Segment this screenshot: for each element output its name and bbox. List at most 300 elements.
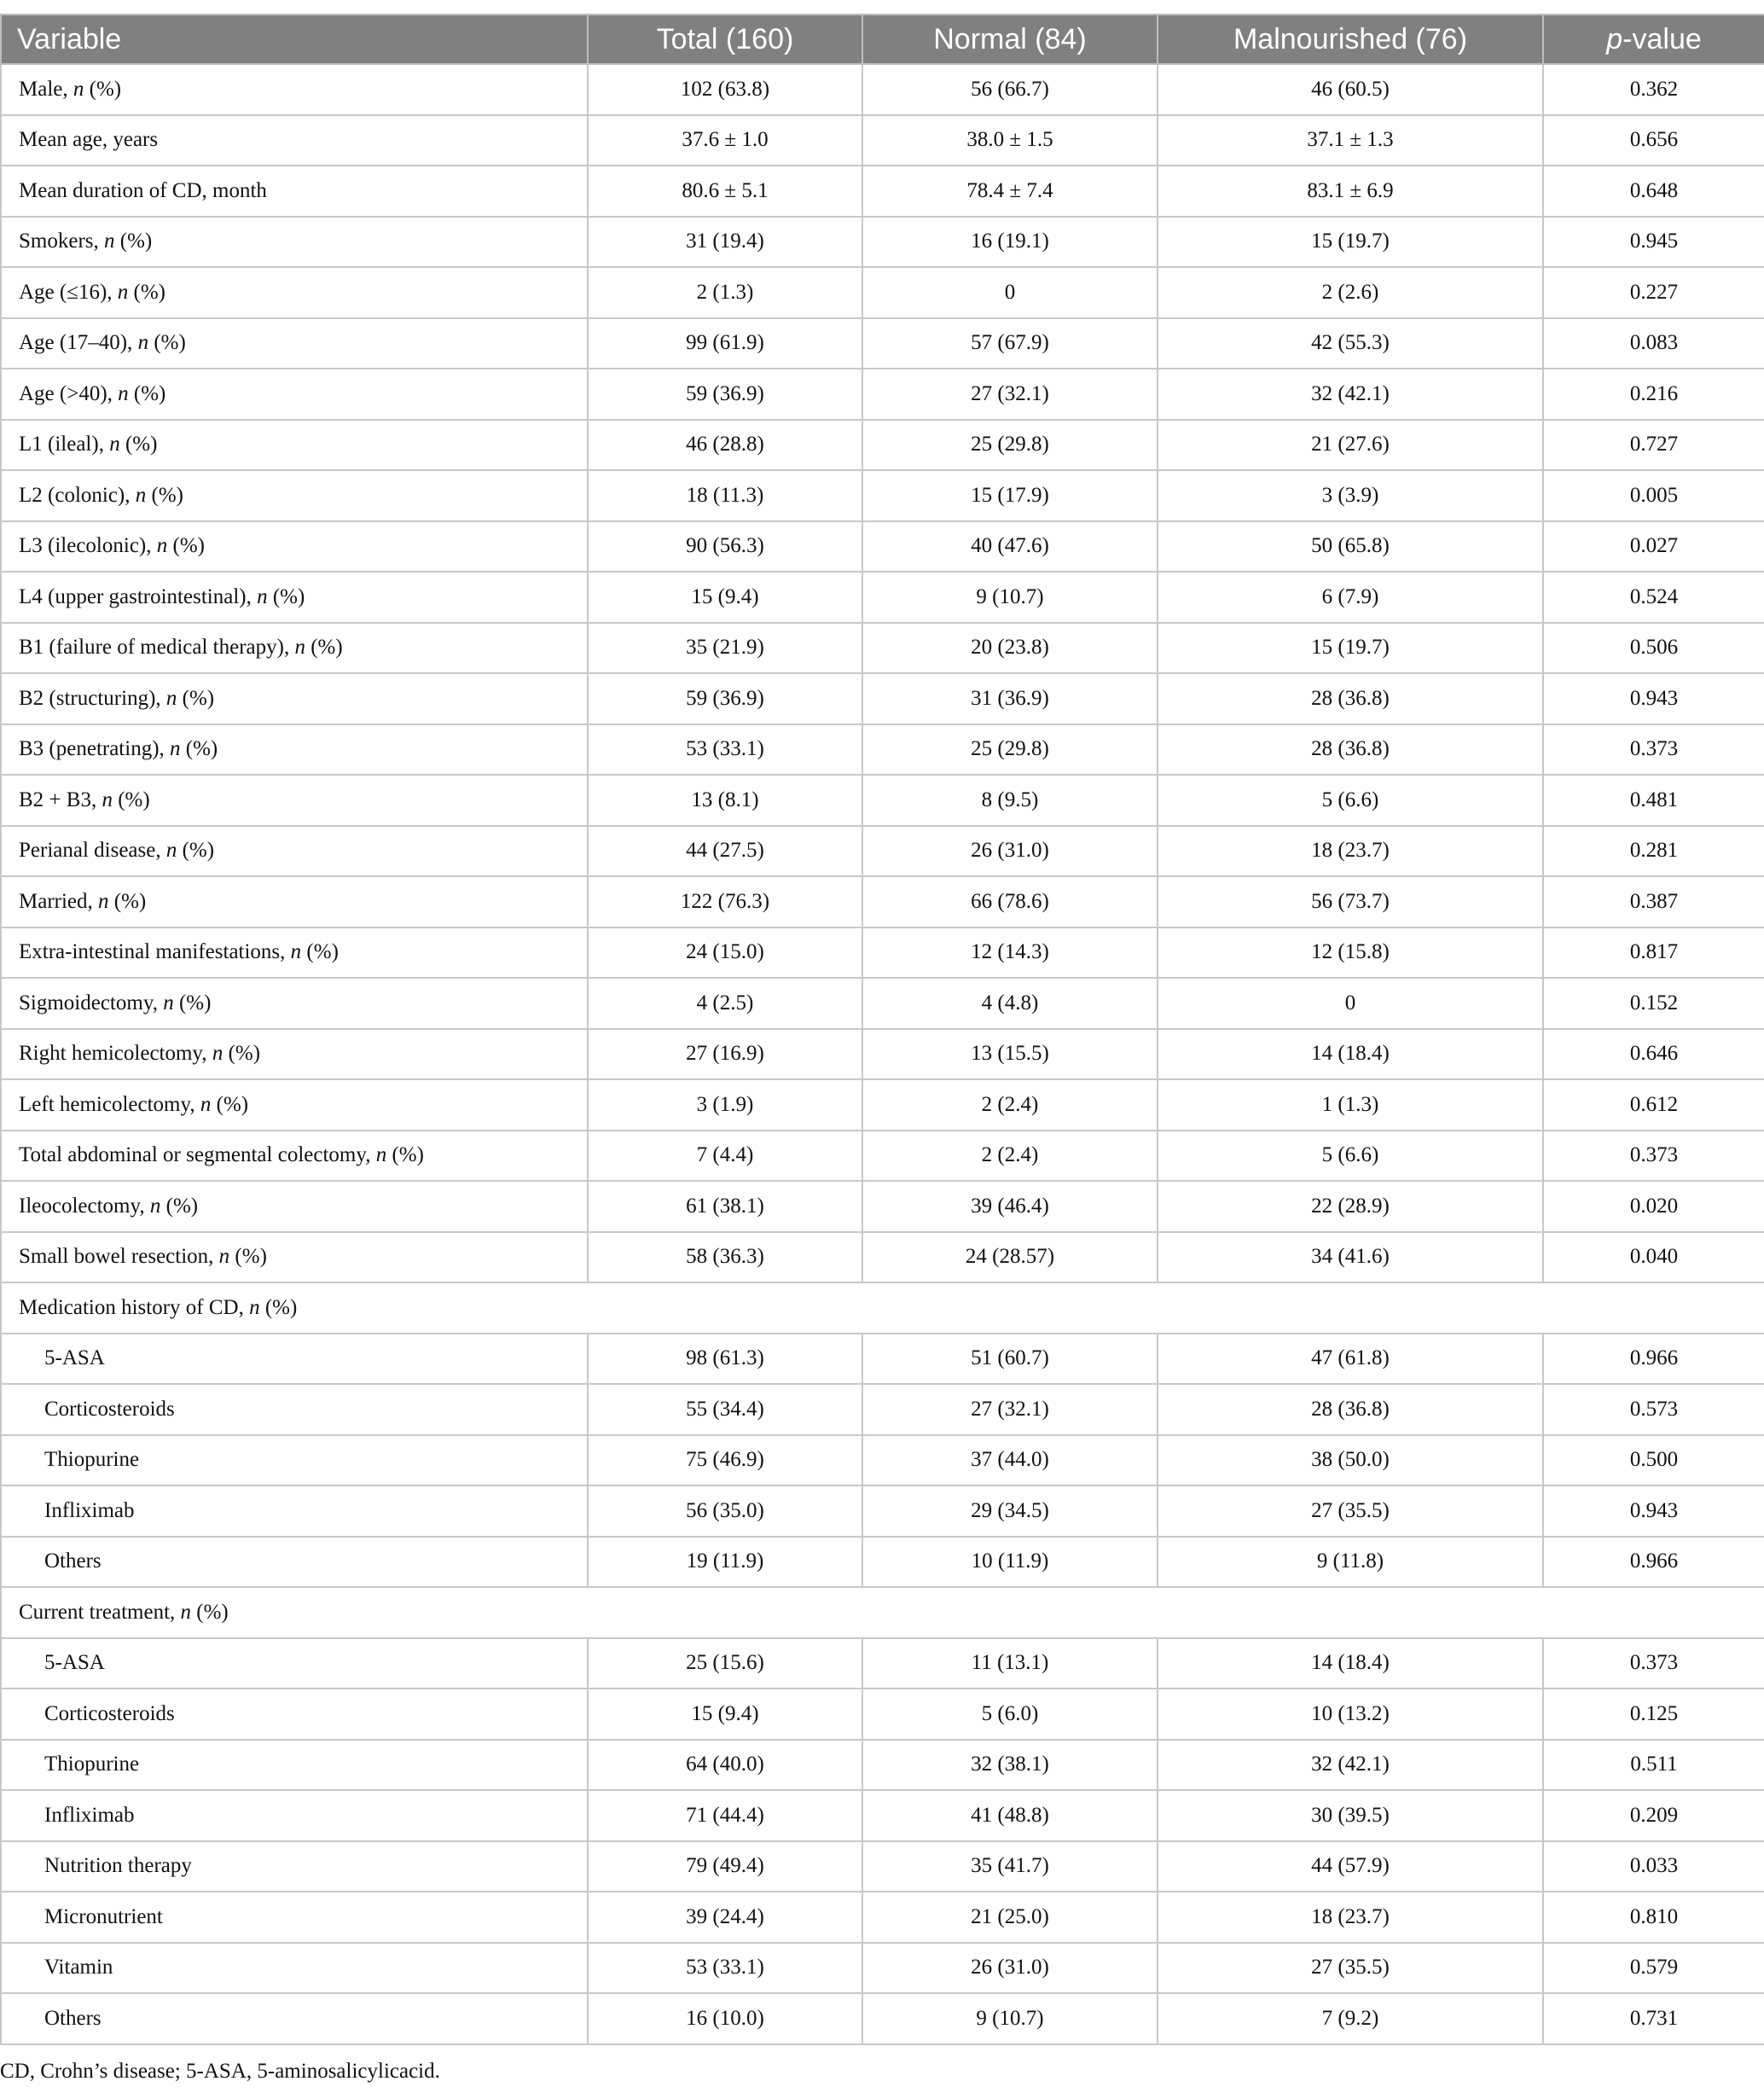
table-row <box>1 876 1764 927</box>
variable-label-suffix: (%) <box>128 280 166 304</box>
p-value-cell: 0.506 <box>1543 623 1764 674</box>
table-row <box>1 166 1764 217</box>
variable-label: Age (≤16), <box>19 280 118 304</box>
variable-cell <box>1 876 588 927</box>
total-cell: 37.6 ± 1.0 <box>588 115 862 166</box>
variable-label: L1 (ileal), <box>19 433 110 456</box>
header-malnourished: Malnourished (76) <box>1158 15 1543 64</box>
variable-label: Corticosteroids <box>44 1397 175 1421</box>
variable-cell <box>1 1841 588 1892</box>
malnourished-cell: 3 (3.9) <box>1158 470 1543 521</box>
variable-cell <box>1 1079 588 1131</box>
p-value-cell: 0.511 <box>1543 1740 1764 1791</box>
section-label <box>1 1587 1764 1638</box>
total-cell: 3 (1.9) <box>588 1079 862 1131</box>
p-value-cell: 0.125 <box>1543 1689 1764 1740</box>
total-cell: 64 (40.0) <box>588 1740 862 1791</box>
total-cell: 35 (21.9) <box>588 623 862 674</box>
total-cell: 55 (34.4) <box>588 1384 862 1435</box>
malnourished-cell: 15 (19.7) <box>1158 217 1543 268</box>
variable-label-suffix: (%) <box>114 230 153 253</box>
total-cell: 25 (15.6) <box>588 1638 862 1689</box>
header-variable: Variable <box>1 15 588 64</box>
variable-cell <box>1 572 588 623</box>
variable-cell <box>1 1131 588 1182</box>
total-cell: 79 (49.4) <box>588 1841 862 1892</box>
variable-cell <box>1 420 588 471</box>
normal-cell: 40 (47.6) <box>862 521 1158 573</box>
variable-label: Right hemicolectomy, <box>19 1042 212 1066</box>
variable-label: Total abdominal or segmental colectomy, <box>19 1143 376 1167</box>
variable-n-italic: n <box>170 737 181 761</box>
p-value-cell: 0.362 <box>1543 64 1764 115</box>
variable-n-italic: n <box>98 889 109 913</box>
variable-label: L4 (upper gastrointestinal), <box>19 584 258 608</box>
variable-label: Vitamin <box>44 1956 113 1979</box>
table-header-row <box>1 15 1764 64</box>
variable-label: Medication history of CD, <box>19 1295 250 1319</box>
variable-n-italic: n <box>290 940 302 964</box>
normal-cell: 15 (17.9) <box>862 470 1158 521</box>
variable-n-italic: n <box>104 230 115 253</box>
normal-cell: 27 (32.1) <box>862 1384 1158 1435</box>
table-row <box>1 673 1764 724</box>
normal-cell: 16 (19.1) <box>862 217 1158 268</box>
p-value-cell: 0.387 <box>1543 876 1764 927</box>
variable-n-italic: n <box>294 636 305 660</box>
table-row <box>1 775 1764 826</box>
variable-cell <box>1 1334 588 1385</box>
table-row <box>1 267 1764 318</box>
variable-label: Thiopurine <box>44 1753 140 1776</box>
variable-label-suffix: (%) <box>160 1194 199 1218</box>
variable-n-italic: n <box>165 686 177 710</box>
variable-cell <box>1 1537 588 1588</box>
variable-cell <box>1 673 588 724</box>
variable-n-italic: n <box>135 483 147 507</box>
variable-n-italic: n <box>218 1245 230 1269</box>
section-row <box>1 1587 1764 1638</box>
variable-n-italic: n <box>257 584 268 608</box>
total-cell: 44 (27.5) <box>588 826 862 877</box>
table-row <box>1 1689 1764 1740</box>
variable-label-suffix: (%) <box>211 1092 249 1116</box>
normal-cell: 0 <box>862 267 1158 318</box>
variable-label-suffix: (%) <box>128 381 166 405</box>
normal-cell: 4 (4.8) <box>862 978 1158 1029</box>
variable-label: Perianal disease, <box>19 839 166 863</box>
p-value-cell: 0.083 <box>1543 318 1764 369</box>
malnourished-cell: 0 <box>1158 978 1543 1029</box>
total-cell: 7 (4.4) <box>588 1131 862 1182</box>
normal-cell: 12 (14.3) <box>862 927 1158 979</box>
header-p-rest: -value <box>1622 22 1702 55</box>
variable-n-italic: n <box>249 1295 260 1319</box>
normal-cell: 39 (46.4) <box>862 1181 1158 1232</box>
table-row <box>1 1892 1764 1943</box>
total-cell: 46 (28.8) <box>588 420 862 471</box>
malnourished-cell: 12 (15.8) <box>1158 927 1543 979</box>
malnourished-cell: 21 (27.6) <box>1158 420 1543 471</box>
variable-cell <box>1 318 588 369</box>
variable-label: Male, <box>19 77 73 101</box>
table-row <box>1 1993 1764 2044</box>
variable-cell <box>1 115 588 166</box>
normal-cell: 56 (66.7) <box>862 64 1158 115</box>
normal-cell: 11 (13.1) <box>862 1638 1158 1689</box>
total-cell: 80.6 ± 5.1 <box>588 166 862 217</box>
table-row <box>1 572 1764 623</box>
malnourished-cell: 6 (7.9) <box>1158 572 1543 623</box>
malnourished-cell: 15 (19.7) <box>1158 623 1543 674</box>
variable-label: Infliximab <box>44 1803 135 1827</box>
variable-label: L2 (colonic), <box>19 483 136 507</box>
normal-cell: 25 (29.8) <box>862 420 1158 471</box>
variable-cell <box>1 1790 588 1841</box>
variable-cell <box>1 724 588 776</box>
table-row <box>1 1943 1764 1994</box>
normal-cell: 8 (9.5) <box>862 775 1158 826</box>
variable-cell <box>1 1740 588 1791</box>
variable-label-suffix: (%) <box>177 686 215 710</box>
normal-cell: 31 (36.9) <box>862 673 1158 724</box>
total-cell: 90 (56.3) <box>588 521 862 573</box>
total-cell: 99 (61.9) <box>588 318 862 369</box>
variable-label-suffix: (%) <box>146 483 183 507</box>
variable-label: Married, <box>19 889 99 913</box>
malnourished-cell: 18 (23.7) <box>1158 1892 1543 1943</box>
variable-n-italic: n <box>212 1042 223 1066</box>
variable-n-italic: n <box>149 1194 161 1218</box>
normal-cell: 26 (31.0) <box>862 1943 1158 1994</box>
header-p-value <box>1543 15 1764 64</box>
malnourished-cell: 37.1 ± 1.3 <box>1158 115 1543 166</box>
total-cell: 71 (44.4) <box>588 1790 862 1841</box>
p-value-cell: 0.612 <box>1543 1079 1764 1131</box>
total-cell: 24 (15.0) <box>588 927 862 979</box>
variable-cell <box>1 1892 588 1943</box>
table-row <box>1 826 1764 877</box>
variable-cell <box>1 369 588 420</box>
malnourished-cell: 47 (61.8) <box>1158 1334 1543 1385</box>
p-value-cell: 0.524 <box>1543 572 1764 623</box>
p-value-cell: 0.152 <box>1543 978 1764 1029</box>
total-cell: 13 (8.1) <box>588 775 862 826</box>
normal-cell: 66 (78.6) <box>862 876 1158 927</box>
total-cell: 15 (9.4) <box>588 1689 862 1740</box>
variable-label: B2 + B3, <box>19 788 102 811</box>
normal-cell: 21 (25.0) <box>862 1892 1158 1943</box>
variable-label: 5-ASA <box>44 1651 105 1675</box>
variable-cell <box>1 1993 588 2044</box>
p-value-cell: 0.656 <box>1543 115 1764 166</box>
variable-n-italic: n <box>137 331 149 355</box>
variable-cell <box>1 1029 588 1080</box>
variable-label: Ileocolectomy, <box>19 1194 150 1218</box>
normal-cell: 13 (15.5) <box>862 1029 1158 1080</box>
variable-cell <box>1 1384 588 1435</box>
p-value-cell: 0.227 <box>1543 267 1764 318</box>
malnourished-cell: 18 (23.7) <box>1158 826 1543 877</box>
total-cell: 102 (63.8) <box>588 64 862 115</box>
malnourished-cell: 2 (2.6) <box>1158 267 1543 318</box>
malnourished-cell: 28 (36.8) <box>1158 1384 1543 1435</box>
variable-label: Sigmoidectomy, <box>19 991 164 1014</box>
malnourished-cell: 9 (11.8) <box>1158 1537 1543 1588</box>
table-row <box>1 1181 1764 1232</box>
variable-label: Micronutrient <box>44 1904 163 1928</box>
table-row <box>1 64 1764 115</box>
malnourished-cell: 5 (6.6) <box>1158 775 1543 826</box>
variable-n-italic: n <box>117 280 129 304</box>
variable-cell <box>1 1943 588 1994</box>
table-row <box>1 318 1764 369</box>
variable-n-italic: n <box>165 839 177 863</box>
table-row <box>1 115 1764 166</box>
variable-n-italic: n <box>200 1092 212 1116</box>
variable-label: Thiopurine <box>44 1448 140 1472</box>
malnourished-cell: 56 (73.7) <box>1158 876 1543 927</box>
variable-label: Current treatment, <box>19 1600 181 1624</box>
normal-cell: 2 (2.4) <box>862 1131 1158 1182</box>
section-row <box>1 1282 1764 1334</box>
header-normal: Normal (84) <box>862 15 1158 64</box>
variable-label: Others <box>44 2006 102 2030</box>
variable-label-suffix: (%) <box>305 636 343 660</box>
table-row <box>1 724 1764 776</box>
normal-cell: 5 (6.0) <box>862 1689 1158 1740</box>
malnourished-cell: 83.1 ± 6.9 <box>1158 166 1543 217</box>
variable-cell <box>1 1485 588 1537</box>
total-cell: 59 (36.9) <box>588 673 862 724</box>
table-row <box>1 1790 1764 1841</box>
variable-cell <box>1 1181 588 1232</box>
p-value-cell: 0.966 <box>1543 1537 1764 1588</box>
table-row <box>1 521 1764 573</box>
variable-label-suffix: (%) <box>173 991 212 1014</box>
malnourished-cell: 7 (9.2) <box>1158 1993 1543 2044</box>
variable-n-italic: n <box>180 1600 192 1624</box>
total-cell: 59 (36.9) <box>588 369 862 420</box>
total-cell: 19 (11.9) <box>588 1537 862 1588</box>
variable-cell <box>1 217 588 268</box>
table-row <box>1 1029 1764 1080</box>
variable-cell <box>1 521 588 573</box>
malnourished-cell: 28 (36.8) <box>1158 673 1543 724</box>
total-cell: 39 (24.4) <box>588 1892 862 1943</box>
variable-n-italic: n <box>73 77 84 101</box>
total-cell: 56 (35.0) <box>588 1485 862 1537</box>
variable-label: B3 (penetrating), <box>19 737 171 761</box>
p-value-cell: 0.373 <box>1543 1638 1764 1689</box>
header-total: Total (160) <box>588 15 862 64</box>
variable-cell <box>1 64 588 115</box>
malnourished-cell: 44 (57.9) <box>1158 1841 1543 1892</box>
malnourished-cell: 34 (41.6) <box>1158 1232 1543 1283</box>
normal-cell: 27 (32.1) <box>862 369 1158 420</box>
total-cell: 98 (61.3) <box>588 1334 862 1385</box>
table-row <box>1 623 1764 674</box>
variable-cell <box>1 470 588 521</box>
p-value-cell: 0.020 <box>1543 1181 1764 1232</box>
malnourished-cell: 27 (35.5) <box>1158 1485 1543 1537</box>
variable-cell <box>1 775 588 826</box>
variable-label: Mean duration of CD, month <box>19 178 267 202</box>
variable-label-suffix: (%) <box>267 584 305 608</box>
variable-label-suffix: (%) <box>386 1143 424 1167</box>
table-row <box>1 470 1764 521</box>
normal-cell: 37 (44.0) <box>862 1435 1158 1486</box>
table-row <box>1 1131 1764 1182</box>
malnourished-cell: 32 (42.1) <box>1158 369 1543 420</box>
variable-label-suffix: (%) <box>108 889 147 913</box>
total-cell: 53 (33.1) <box>588 1943 862 1994</box>
malnourished-cell: 10 (13.2) <box>1158 1689 1543 1740</box>
variable-label-suffix: (%) <box>167 534 205 558</box>
variable-cell <box>1 1232 588 1283</box>
malnourished-cell: 38 (50.0) <box>1158 1435 1543 1486</box>
table-row <box>1 978 1764 1029</box>
p-value-cell: 0.646 <box>1543 1029 1764 1080</box>
normal-cell: 20 (23.8) <box>862 623 1158 674</box>
total-cell: 15 (9.4) <box>588 572 862 623</box>
variable-label: Mean age, years <box>19 128 159 152</box>
variable-cell <box>1 1638 588 1689</box>
total-cell: 58 (36.3) <box>588 1232 862 1283</box>
variable-label-suffix: (%) <box>148 331 186 355</box>
normal-cell: 9 (10.7) <box>862 572 1158 623</box>
variable-label-suffix: (%) <box>191 1600 229 1624</box>
normal-cell: 35 (41.7) <box>862 1841 1158 1892</box>
normal-cell: 38.0 ± 1.5 <box>862 115 1158 166</box>
p-value-cell: 0.216 <box>1543 369 1764 420</box>
variable-cell <box>1 267 588 318</box>
variable-cell <box>1 166 588 217</box>
total-cell: 31 (19.4) <box>588 217 862 268</box>
table-row <box>1 1334 1764 1385</box>
total-cell: 53 (33.1) <box>588 724 862 776</box>
normal-cell: 25 (29.8) <box>862 724 1158 776</box>
variable-label: Age (>40), <box>19 381 119 405</box>
variable-cell <box>1 927 588 979</box>
total-cell: 2 (1.3) <box>588 267 862 318</box>
p-value-cell: 0.500 <box>1543 1435 1764 1486</box>
p-value-cell: 0.727 <box>1543 420 1764 471</box>
p-value-cell: 0.579 <box>1543 1943 1764 1994</box>
section-label <box>1 1282 1764 1334</box>
table-row <box>1 1232 1764 1283</box>
variable-label-suffix: (%) <box>301 940 339 964</box>
variable-label: Age (17–40), <box>19 331 138 355</box>
variable-label: Small bowel resection, <box>19 1245 219 1269</box>
p-value-cell: 0.573 <box>1543 1384 1764 1435</box>
table-row <box>1 1079 1764 1131</box>
table-row <box>1 1740 1764 1791</box>
variable-label-suffix: (%) <box>119 433 158 456</box>
table-row <box>1 1435 1764 1486</box>
normal-cell: 57 (67.9) <box>862 318 1158 369</box>
table-row <box>1 1841 1764 1892</box>
total-cell: 18 (11.3) <box>588 470 862 521</box>
total-cell: 4 (2.5) <box>588 978 862 1029</box>
variable-label: Extra-intestinal manifestations, <box>19 940 291 964</box>
variable-label: Nutrition therapy <box>44 1854 192 1878</box>
p-value-cell: 0.966 <box>1543 1334 1764 1385</box>
normal-cell: 78.4 ± 7.4 <box>862 166 1158 217</box>
p-value-cell: 0.373 <box>1543 724 1764 776</box>
malnourished-cell: 5 (6.6) <box>1158 1131 1543 1182</box>
p-value-cell: 0.817 <box>1543 927 1764 979</box>
p-value-cell: 0.481 <box>1543 775 1764 826</box>
table-body <box>1 64 1764 2044</box>
malnourished-cell: 46 (60.5) <box>1158 64 1543 115</box>
malnourished-cell: 14 (18.4) <box>1158 1638 1543 1689</box>
variable-n-italic: n <box>375 1143 387 1167</box>
normal-cell: 10 (11.9) <box>862 1537 1158 1588</box>
variable-label-suffix: (%) <box>259 1295 298 1319</box>
p-value-cell: 0.033 <box>1543 1841 1764 1892</box>
table-footnote: CD, Crohn’s disease; 5-ASA, 5-aminosalicylicacid. <box>0 2060 440 2083</box>
p-value-cell: 0.040 <box>1543 1232 1764 1283</box>
variable-cell <box>1 623 588 674</box>
normal-cell: 32 (38.1) <box>862 1740 1158 1791</box>
malnourished-cell: 27 (35.5) <box>1158 1943 1543 1994</box>
malnourished-cell: 42 (55.3) <box>1158 318 1543 369</box>
variable-label: B2 (structuring), <box>19 686 166 710</box>
total-cell: 27 (16.9) <box>588 1029 862 1080</box>
variable-label: Others <box>44 1549 102 1573</box>
malnourished-cell: 32 (42.1) <box>1158 1740 1543 1791</box>
variable-cell <box>1 826 588 877</box>
variable-n-italic: n <box>102 788 113 811</box>
normal-cell: 51 (60.7) <box>862 1334 1158 1385</box>
table-row <box>1 420 1764 471</box>
p-value-cell: 0.209 <box>1543 1790 1764 1841</box>
variable-label-suffix: (%) <box>229 1245 267 1269</box>
p-value-cell: 0.943 <box>1543 1485 1764 1537</box>
variable-label-suffix: (%) <box>84 77 122 101</box>
variable-label: Infliximab <box>44 1498 135 1522</box>
variable-n-italic: n <box>156 534 168 558</box>
variable-label: Corticosteroids <box>44 1701 175 1725</box>
malnourished-cell: 1 (1.3) <box>1158 1079 1543 1131</box>
normal-cell: 26 (31.0) <box>862 826 1158 877</box>
table-row <box>1 369 1764 420</box>
table-row <box>1 927 1764 979</box>
malnourished-cell: 14 (18.4) <box>1158 1029 1543 1080</box>
variable-label-suffix: (%) <box>177 839 215 863</box>
table-row <box>1 1485 1764 1537</box>
table-row <box>1 1537 1764 1588</box>
variable-n-italic: n <box>109 433 120 456</box>
p-value-cell: 0.810 <box>1543 1892 1764 1943</box>
p-value-cell: 0.027 <box>1543 521 1764 573</box>
normal-cell: 29 (34.5) <box>862 1485 1158 1537</box>
variable-label-suffix: (%) <box>223 1042 261 1066</box>
p-value-cell: 0.945 <box>1543 217 1764 268</box>
table-row <box>1 1638 1764 1689</box>
variable-label: B1 (failure of medical therapy), <box>19 636 295 660</box>
table-row <box>1 1384 1764 1435</box>
variable-n-italic: n <box>118 381 129 405</box>
malnourished-cell: 22 (28.9) <box>1158 1181 1543 1232</box>
p-value-cell: 0.731 <box>1543 1993 1764 2044</box>
p-value-cell: 0.005 <box>1543 470 1764 521</box>
variable-n-italic: n <box>163 991 174 1014</box>
variable-cell <box>1 1689 588 1740</box>
normal-cell: 9 (10.7) <box>862 1993 1158 2044</box>
normal-cell: 24 (28.57) <box>862 1232 1158 1283</box>
